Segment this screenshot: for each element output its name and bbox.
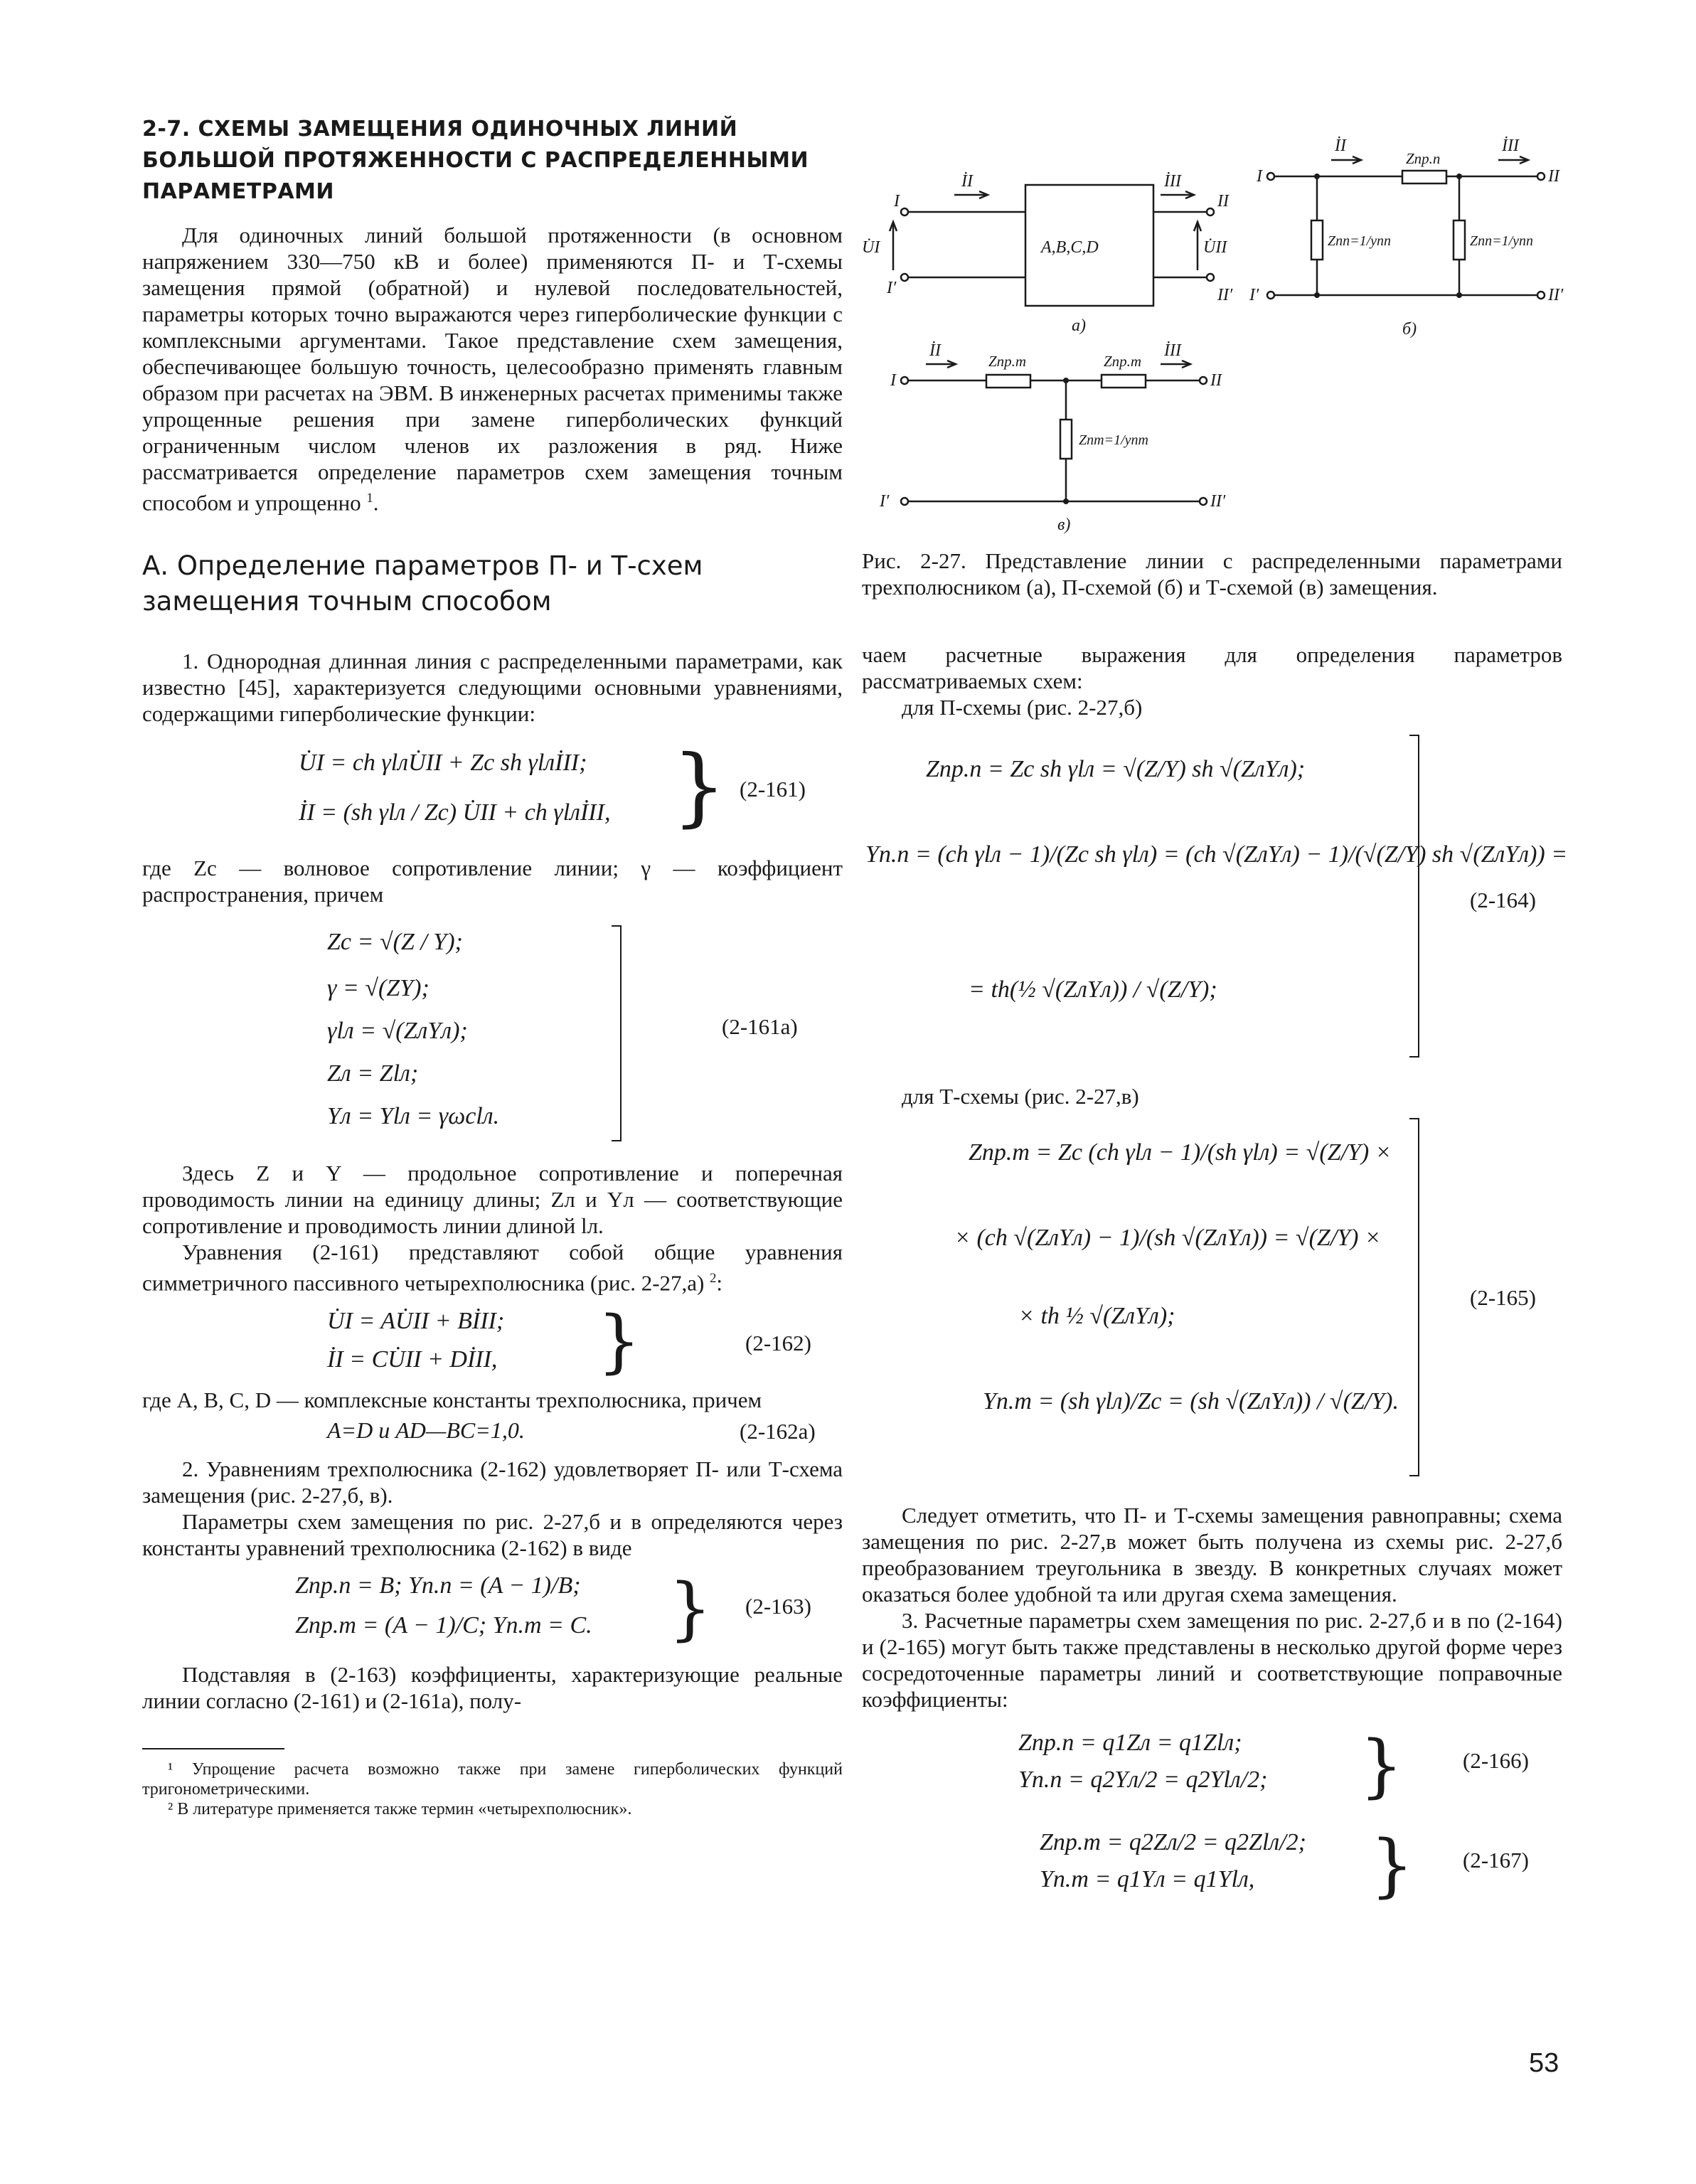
fig-a-voltage-UII: U̇II xyxy=(1203,238,1227,257)
section-title: 2-7. СХЕМЫ ЗАМЕЩЕНИЯ ОДИНОЧНЫХ ЛИНИЙ БОЛЬШОЙ ПРОТЯЖЕННОСТИ С РАСПРЕДЕЛЕННЫМИ ПАРАМЕТРАМИ xyxy=(142,117,809,204)
fig-a-voltage-UI: U̇I xyxy=(862,238,880,257)
fig-b-z-series: Zпр.п xyxy=(1406,150,1441,167)
fig-c-z-series-right: Zпр.т xyxy=(1104,353,1142,370)
fig-b-terminal-I-prime: I′ xyxy=(1249,286,1259,304)
eq-2-167-line-2: Yп.т = q1Yл = q1Ylл, xyxy=(1040,1866,1255,1892)
equation-2-162 xyxy=(142,1302,843,1384)
eq-2-164-line-1: Zпр.п = Zc sh γlл = √(Z/Y) sh √(ZлYл); xyxy=(926,756,1306,782)
eq-2-163-line-2: Zпр.т = (A − 1)/C; Yп.т = C. xyxy=(295,1612,592,1639)
eq-2-161-line-2: İI = (sh γlл / Zc) U̇II + ch γlлİII, xyxy=(299,799,611,826)
intro-paragraph: Для одиночных линий большой протяженности (в основном напряжением 330—750 кВ и более) применяются П- и Т-схемы замещения прямой (обратной) и нулевой последовательностей, параметры которых точно выражаются через гиперболические функции с комплексными аргументами. Такое представление схем замещения, обеспечивающее большую точность, целесообразно применять главным образом при расчетах на ЭВМ. В инженерных расчетах применимы также упрощенные решения при замене гиперболических функций ограниченным числом членов их разложения в ряд. Ниже рассматривается определение параметров схем замещения точным способом и упрощенно $^1$. xyxy=(142,223,843,516)
eq-2-161a-line-1: Zc = √(Z / Y); xyxy=(327,929,463,956)
right-paragraph-5: 3. Расчетные параметры схем замещения по рис. 2-27,б и в по (2-164) и (2-165) могут быть также представлены в несколько другой форме через сосредоточенные параметры линий и соответствующие поправочные коэффициенты: xyxy=(862,1608,1562,1712)
eq-2-164-brace xyxy=(1409,735,1419,1058)
left-column xyxy=(142,114,843,1819)
fig-c-label: в) xyxy=(1057,516,1071,534)
equation-2-167 xyxy=(862,1826,1562,1905)
eq-2-166-brace: } xyxy=(1360,1726,1404,1806)
eq-2-161a-line-3: γlл = √(ZлYл); xyxy=(327,1018,468,1045)
eq-2-162-brace: } xyxy=(597,1301,641,1381)
fig-c-z-series-left: Zпр.т xyxy=(988,353,1027,370)
fig-a-label: а) xyxy=(1072,316,1086,335)
figure-2-27 xyxy=(862,135,1573,540)
paragraph-3: Здесь Z и Y — продольное сопротивление и поперечная проводимость линии на единицу длины; Zл и Yл — соответствующие сопротивление и проводимость линии длиной lл. xyxy=(142,1161,843,1239)
eq-2-161-line-1: U̇I = ch γlлU̇II + Zc sh γlлİII; xyxy=(299,750,587,777)
eq-2-167-line-1: Zпр.т = q2Zл/2 = q2Zlл/2; xyxy=(1040,1829,1306,1855)
fig-a-current-iI: İI xyxy=(961,172,973,191)
eq-2-166-number: (2-166) xyxy=(1463,1748,1529,1773)
paragraph-7: Параметры схем замещения по рис. 2-27,б и в определяются через константы уравнений трехполюсника (2-162) в виде xyxy=(142,1508,843,1560)
fig-b-terminal-II: II xyxy=(1548,167,1559,186)
fig-a-current-iII: İII xyxy=(1164,172,1181,191)
paragraph-6: 2. Уравнениям трехполюсника (2-162) удовлетворяет П- или Т-схема замещения (рис. 2-27,б, в). xyxy=(142,1456,843,1508)
fig-b-terminal-I: I xyxy=(1257,167,1262,186)
right-paragraph-2: для П-схемы (рис. 2-27,б) xyxy=(902,695,1143,720)
page-number: 53 xyxy=(1529,2048,1559,2078)
fig-b-terminal-II-prime: II′ xyxy=(1548,286,1564,304)
eq-2-162a-number: (2-162а) xyxy=(740,1418,816,1444)
eq-2-164-number: (2-164) xyxy=(1470,888,1536,912)
eq-2-164-line-3: = th(½ √(ZлYл)) / √(Z/Y); xyxy=(969,976,1217,1003)
eq-2-162a-text: A=D и AD—BC=1,0. xyxy=(327,1417,525,1443)
eq-2-161-number: (2-161) xyxy=(740,777,806,802)
fig-a-terminal-I: I xyxy=(894,192,900,211)
eq-2-165-line-2: × (ch √(ZлYл) − 1)/(sh √(ZлYл)) = √(Z/Y) × xyxy=(954,1225,1381,1251)
fig-a-terminal-I-prime: I′ xyxy=(887,279,897,297)
eq-2-165-number: (2-165) xyxy=(1470,1285,1536,1310)
footnote-1: ¹ Упрощение расчета возможно также при замене гиперболических функций тригонометрическими. xyxy=(142,1759,843,1799)
equation-2-161a xyxy=(142,918,843,1146)
eq-2-162-number: (2-162) xyxy=(745,1330,811,1355)
figure-caption: Рис. 2-27. Представление линии с распределенными параметрами трехполюсником (а), П-схемой (б) и Т-схемой (в) замещения. xyxy=(862,548,1562,600)
fig-b-z-shunt-right: Zпп=1/yпп xyxy=(1470,233,1534,249)
footnote-2: ² В литературе применяется также термин «четырехполюсник». xyxy=(168,1799,632,1818)
eq-2-163-number: (2-163) xyxy=(745,1593,811,1619)
equation-2-164 xyxy=(862,735,1568,1069)
fig-b-current-iI: İI xyxy=(1335,137,1346,155)
equation-2-161 xyxy=(142,737,843,848)
footnote-mark-2: 2 xyxy=(710,1271,717,1287)
eq-2-165-line-3: × th ½ √(ZлYл); xyxy=(1018,1303,1175,1329)
paragraph-2: где Zс — волновое сопротивление линии; γ — коэффициент распространения, причем xyxy=(142,856,843,907)
right-column xyxy=(862,548,1568,1905)
eq-2-162-line-1: U̇I = AU̇II + BİII; xyxy=(327,1307,505,1334)
eq-2-164-line-2: Yп.п = (ch γlл − 1)/(Zc sh γlл) = (ch √(ZлYл) − 1)/(√(Z/Y) sh √(ZлYл)) = xyxy=(865,841,1568,868)
eq-2-166-line-2: Yп.п = q2Yл/2 = q2Ylл/2; xyxy=(1018,1767,1268,1793)
fig-b-z-shunt-left: Zпп=1/yпп xyxy=(1328,233,1392,249)
fig-b-label: б) xyxy=(1402,320,1417,339)
eq-2-161a-line-2: γ = √(ZY); xyxy=(327,975,430,1002)
eq-2-162-line-2: İI = CU̇II + DİII, xyxy=(327,1346,498,1373)
fig-a-terminal-II-prime: II′ xyxy=(1217,286,1233,304)
eq-2-166-line-1: Zпр.п = q1Zл = q1Zlл; xyxy=(1018,1730,1242,1756)
equation-2-163 xyxy=(142,1570,843,1651)
footnote-rule xyxy=(142,1748,284,1749)
subsection-title: А. Определение параметров П- и Т-схем замещения точным способом xyxy=(142,550,703,617)
paragraph-5: где A, B, C, D — комплексные константы трехполюсника, причем xyxy=(142,1387,762,1412)
eq-2-165-line-4: Yп.т = (sh γlл)/Zc = (sh √(ZлYл)) / √(Z/Y). xyxy=(983,1388,1399,1415)
eq-2-167-number: (2-167) xyxy=(1463,1848,1529,1873)
paragraph-1: 1. Однородная длинная линия с распределенными параметрами, как известно [45], характеризуется следующими основными уравнениями, содержащими гиперболические функции: xyxy=(142,649,843,727)
equation-2-165 xyxy=(862,1118,1562,1488)
equation-2-162a xyxy=(142,1416,843,1451)
fig-a-box-label: A,B,C,D xyxy=(1041,238,1099,257)
equation-2-166 xyxy=(862,1727,1562,1805)
eq-2-165-line-1: Zпр.т = Zc (ch γlл − 1)/(sh γlл) = √(Z/Y) × xyxy=(969,1139,1392,1166)
fig-c-z-shunt: Zпт=1/yпт xyxy=(1079,432,1148,448)
fig-c-terminal-I: I xyxy=(890,371,896,390)
eq-2-163-brace: } xyxy=(668,1568,713,1648)
eq-2-161-brace: } xyxy=(672,737,727,837)
eq-2-161a-line-5: Yл = Ylл = γωclл. xyxy=(327,1103,500,1130)
fig-a-terminal-II: II xyxy=(1217,192,1229,211)
eq-2-161a-line-4: Zл = Zlл; xyxy=(327,1060,419,1087)
paragraph-4: Уравнения (2-161) представляют собой общие уравнения симметричного пассивного четырехполюсника (рис. 2-27,а) $^2$: xyxy=(142,1240,843,1296)
eq-2-163-line-1: Zпр.п = B; Yп.п = (A − 1)/B; xyxy=(295,1572,581,1599)
eq-2-167-brace: } xyxy=(1370,1826,1414,1905)
fig-c-current-iII: İII xyxy=(1164,341,1181,360)
right-paragraph-3: для Т-схемы (рис. 2-27,в) xyxy=(902,1084,1139,1109)
eq-2-165-brace xyxy=(1409,1118,1419,1476)
eq-2-161a-number: (2-161а) xyxy=(722,1014,798,1040)
paragraph-8: Подставляя в (2-163) коэффициенты, характеризующие реальные линии согласно (2-161) и (2-161а), полу- xyxy=(142,1661,843,1713)
fig-b-current-iII: İII xyxy=(1502,137,1519,155)
fig-c-terminal-II: II xyxy=(1210,371,1222,390)
right-paragraph-1: чаем расчетные выражения для определения параметров рассматриваемых схем: xyxy=(862,642,1562,693)
footnote-mark-1: 1 xyxy=(366,491,373,506)
right-paragraph-4: Следует отметить, что П- и Т-схемы замещения равноправны; схема замещения по рис. 2-27,в может быть получена из схемы рис. 2-27,б преобразованием треугольника в звезду. В конкретных случаях может оказаться более удобной та или другая схема замещения. xyxy=(862,1503,1562,1607)
eq-2-161a-brace xyxy=(612,925,622,1141)
fig-c-current-iI: İI xyxy=(929,341,941,360)
fig-c-terminal-I-prime: I′ xyxy=(880,492,890,511)
fig-c-terminal-II-prime: II′ xyxy=(1210,492,1226,511)
